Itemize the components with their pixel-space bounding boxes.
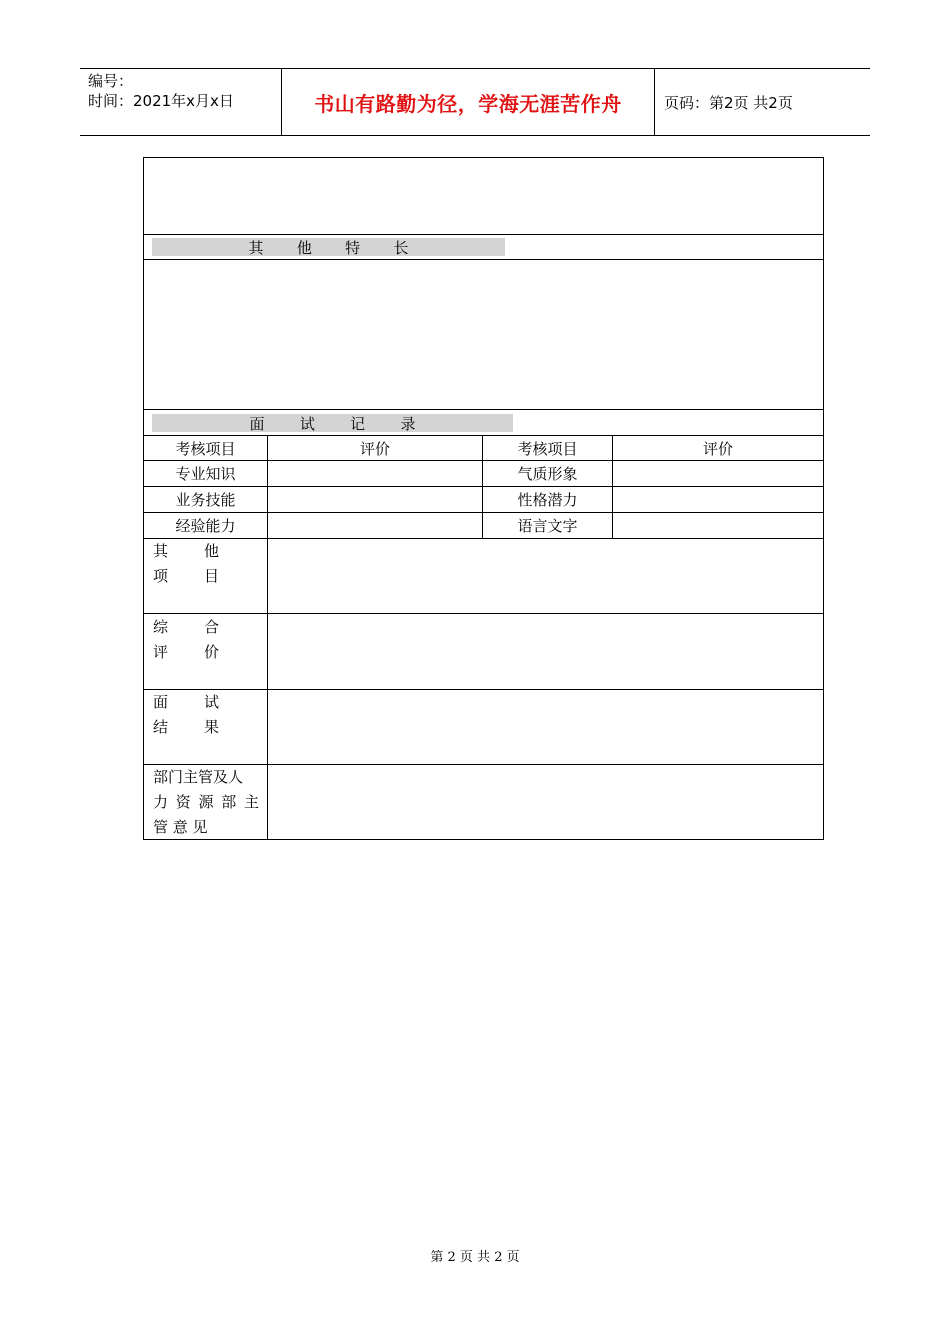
overall-evaluation-label: [153, 615, 265, 665]
row-rule: [144, 259, 823, 260]
criterion-label: 业务技能: [175, 491, 236, 509]
label-char: 主: [243, 793, 259, 811]
section-interview-char: 试: [299, 414, 315, 433]
rating-field[interactable]: [268, 513, 482, 538]
manager-opinion-field[interactable]: [268, 765, 823, 840]
section-specialty-band: [152, 238, 505, 256]
label-char: 部: [221, 793, 237, 811]
header-page-info: 页码：第2页 共2页: [664, 93, 793, 112]
rating-field[interactable]: [268, 461, 482, 486]
document-time-label: 时间：2021年x月x日: [88, 92, 234, 110]
rating-field[interactable]: [613, 487, 823, 512]
criterion-label: 经验能力: [175, 517, 236, 535]
label-line: 部门主管及人: [153, 768, 244, 786]
column-header-item: 考核项目: [175, 440, 236, 458]
row-rule: [144, 409, 823, 410]
label-char: 结: [153, 718, 169, 736]
rating-field[interactable]: [268, 487, 482, 512]
row-rule: [144, 234, 823, 235]
label-char: 源: [198, 793, 214, 811]
label-line: 管 意 见: [153, 818, 208, 836]
interview-result-field[interactable]: [268, 690, 823, 764]
criterion-label: 性格潜力: [517, 491, 578, 509]
other-items-label: [153, 539, 265, 589]
label-char: 面: [153, 693, 169, 711]
label-char: 资: [175, 793, 191, 811]
rating-field[interactable]: [613, 513, 823, 538]
criterion-label: 气质形象: [517, 465, 578, 483]
label-char: 价: [203, 643, 219, 661]
label-char: 合: [203, 618, 219, 636]
label-char: 他: [203, 542, 219, 560]
header-slogan: 书山有路勤为径，学海无涯苦作舟: [314, 91, 622, 116]
header-meta: [88, 71, 234, 111]
label-char: 项: [153, 567, 169, 585]
label-char: 试: [203, 693, 219, 711]
section-specialty-char: 长: [393, 238, 409, 257]
manager-opinion-label: [153, 765, 265, 840]
column-header-rating: 评价: [702, 440, 733, 458]
criterion-label: 语言文字: [517, 517, 578, 535]
label-char: 评: [153, 643, 169, 661]
label-char: 综: [153, 618, 169, 636]
interview-form: [143, 157, 824, 840]
label-char: 目: [203, 567, 219, 585]
section-specialty-char: 他: [296, 238, 312, 257]
label-char: 力: [153, 793, 169, 811]
criterion-label: 专业知识: [175, 465, 236, 483]
page-footer: 第 2 页 共 2 页: [430, 1250, 520, 1265]
label-char: 果: [203, 718, 219, 736]
other-items-field[interactable]: [268, 539, 823, 613]
document-number-label: 编号：: [88, 72, 134, 90]
section-interview-char: 录: [400, 414, 416, 433]
section-specialty-char: 其: [248, 238, 264, 257]
section-interview-char: 面: [249, 414, 265, 433]
label-char: 其: [153, 542, 169, 560]
section-interview-band: [152, 414, 513, 432]
interview-result-label: [153, 690, 265, 740]
overall-evaluation-field[interactable]: [268, 614, 823, 689]
column-header-rating: 评价: [359, 440, 390, 458]
section-specialty-char: 特: [345, 238, 361, 257]
header-divider-right: [654, 68, 655, 136]
column-header-item: 考核项目: [517, 440, 578, 458]
rating-field[interactable]: [613, 461, 823, 486]
section-interview-char: 记: [350, 414, 366, 433]
